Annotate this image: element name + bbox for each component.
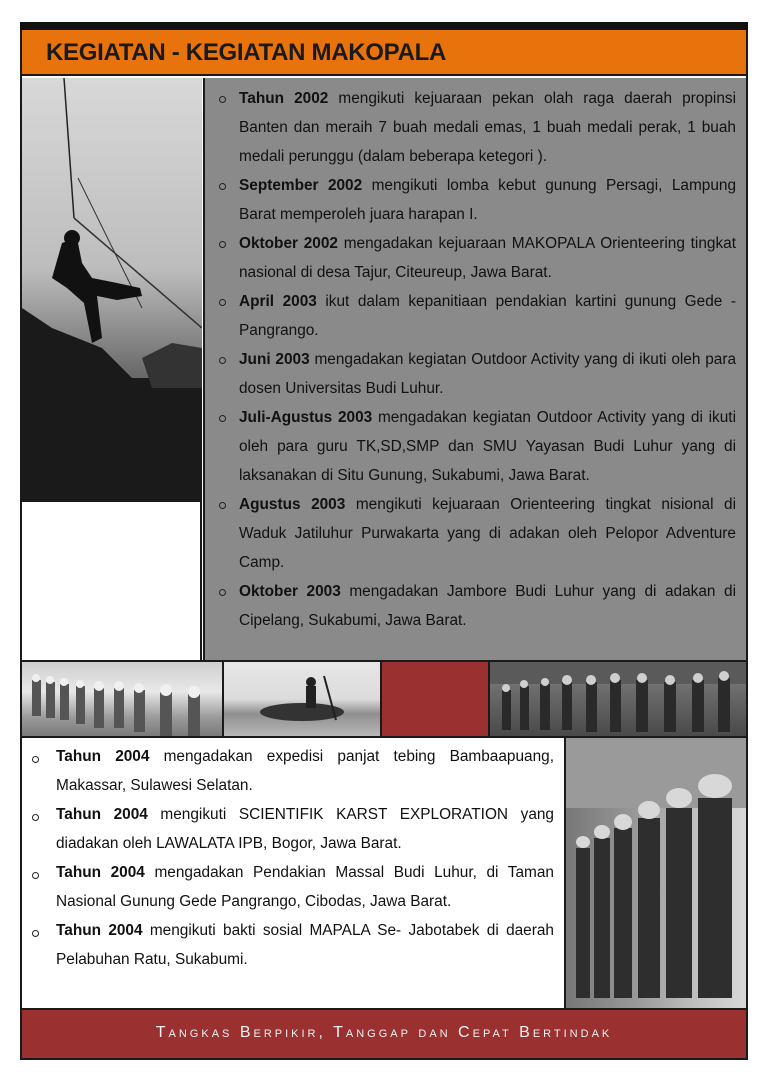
- list-item: Oktober 2003 mengadakan Jambore Budi Luhur yang di adakan di Cipelang, Sukabumi, Jawa Barat.: [219, 577, 736, 635]
- rafting-photo: [224, 662, 382, 736]
- motto-banner: [22, 1008, 746, 1058]
- circle-bullet-icon: [219, 299, 226, 306]
- white-space: [22, 502, 202, 660]
- group-photo: [22, 662, 224, 736]
- climbing-photo: [22, 78, 202, 502]
- list-item: Tahun 2004 mengikuti bakti sosial MAPALA Se- Jabotabek di daerah Pelabuhan Ratu, Sukabumi.: [32, 916, 554, 974]
- circle-bullet-icon: [32, 872, 39, 879]
- circle-bullet-icon: [219, 357, 226, 364]
- circle-bullet-icon: [32, 756, 39, 763]
- saluting-group-photo: [566, 738, 746, 1008]
- top-border: [20, 22, 748, 30]
- list-item: Tahun 2004 mengadakan Pendakian Massal Budi Luhur, di Taman Nasional Gunung Gede Pangrango, Cibodas, Jawa Barat.: [32, 858, 554, 916]
- activities-2002-2003: [203, 78, 746, 660]
- activity-list-top: [205, 78, 746, 635]
- motto-text: Tangkas Berpikir, Tanggap dan Cepat Bertindak: [155, 1024, 613, 1041]
- circle-bullet-icon: [32, 930, 39, 937]
- list-item: Oktober 2002 mengadakan kejuaraan MAKOPALA Orienteering tingkat nasional di desa Tajur, Citeureup, Jawa Barat.: [219, 229, 736, 287]
- photo-strip: [22, 660, 746, 738]
- red-block: [382, 662, 490, 736]
- page-title: KEGIATAN - KEGIATAN MAKOPALA: [46, 39, 447, 66]
- list-item: Agustus 2003 mengikuti kejuaraan Orienteering tingkat nisional di Waduk Jatiluhur Purwakarta yang di adakan oleh Pelopor Adventure Camp.: [219, 490, 736, 577]
- circle-bullet-icon: [219, 415, 226, 422]
- activities-2004: [22, 738, 566, 1008]
- circle-bullet-icon: [32, 814, 39, 821]
- circle-bullet-icon: [219, 183, 226, 190]
- activity-list-bottom: [22, 738, 564, 974]
- list-item: September 2002 mengikuti lomba kebut gunung Persagi, Lampung Barat memperoleh juara harapan I.: [219, 171, 736, 229]
- section-header: [22, 30, 746, 76]
- list-item: Tahun 2004 mengikuti SCIENTIFIK KARST EXPLORATION yang diadakan oleh LAWALATA IPB, Bogor, Jawa Barat.: [32, 800, 554, 858]
- list-item: Juli-Agustus 2003 mengadakan kegiatan Outdoor Activity yang di ikuti oleh para guru TK,SD,SMP dan SMU Yayasan Budi Luhur yang di laksanakan di Situ Gunung, Sukabumi, Jawa Barat.: [219, 403, 736, 490]
- list-item: Juni 2003 mengadakan kegiatan Outdoor Activity yang di ikuti oleh para dosen Universitas Budi Luhur.: [219, 345, 736, 403]
- circle-bullet-icon: [219, 241, 226, 248]
- circle-bullet-icon: [219, 589, 226, 596]
- list-item: Tahun 2002 mengikuti kejuaraan pekan olah raga daerah propinsi Banten dan meraih 7 buah medali emas, 1 buah medali perak, 1 buah medali perunggu (dalam beberapa ketegori ).: [219, 84, 736, 171]
- climber-silhouette: [22, 78, 202, 502]
- assembly-photo: [490, 662, 746, 736]
- list-item: April 2003 ikut dalam kepanitiaan pendakian kartini gunung Gede - Pangrango.: [219, 287, 736, 345]
- list-item: Tahun 2004 mengadakan expedisi panjat tebing Bambaapuang, Makassar, Sulawesi Selatan.: [32, 742, 554, 800]
- circle-bullet-icon: [219, 502, 226, 509]
- circle-bullet-icon: [219, 96, 226, 103]
